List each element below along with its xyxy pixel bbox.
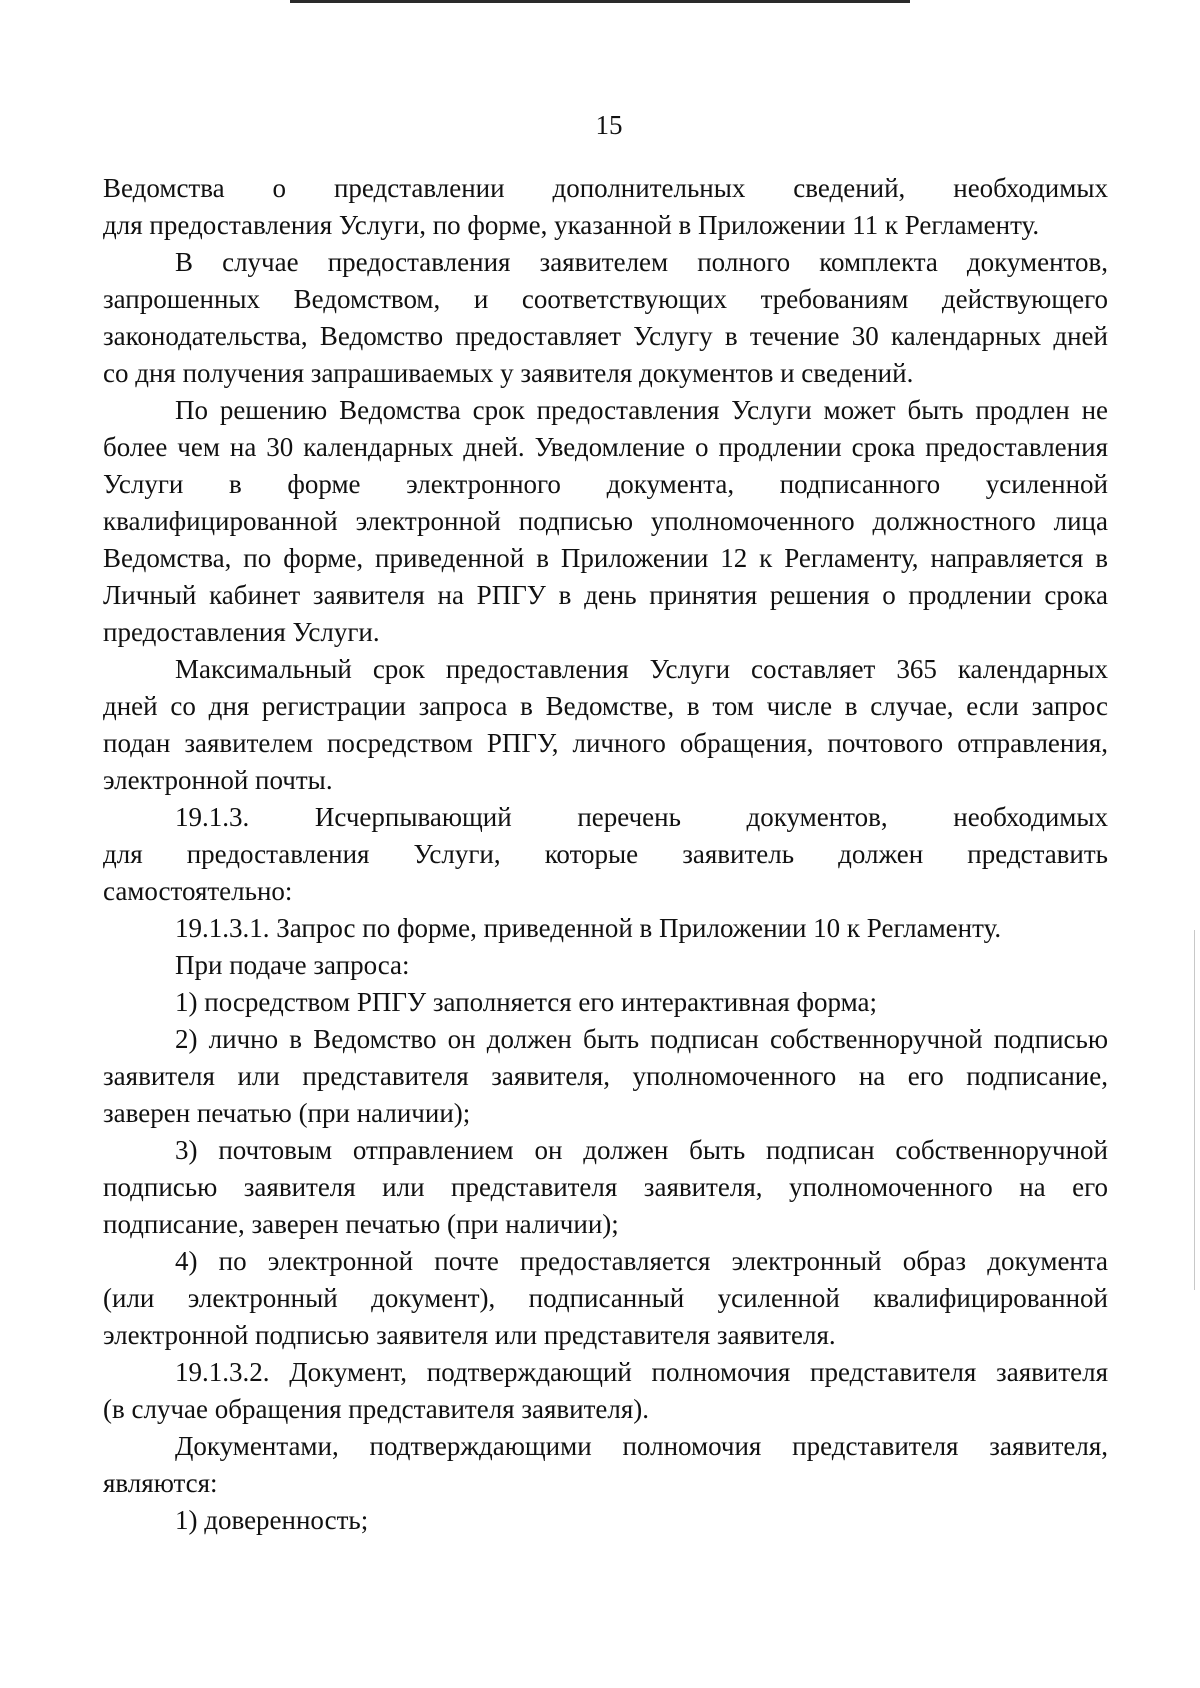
paragraph-line: 1) доверенность; — [175, 1505, 369, 1535]
paragraph-line: для предоставления Услуги, которые заявитель должен представить — [103, 839, 1108, 869]
paragraph-line: По решению Ведомства срок предоставления Услуги может быть продлен не — [175, 395, 1108, 425]
paragraph-line: 4) по электронной почте предоставляется электронный образ документа — [175, 1246, 1108, 1276]
paragraph-line: Максимальный срок предоставления Услуги составляет 365 календарных — [175, 654, 1108, 684]
paragraph-line: более чем на 30 календарных дней. Уведомление о продлении срока предоставления — [103, 432, 1108, 462]
scan-edge-top — [290, 0, 910, 3]
paragraph-line: 19.1.3. Исчерпывающий перечень документов, необходимых — [175, 802, 1108, 832]
paragraph-line: являются: — [103, 1468, 218, 1498]
paragraph-line: 19.1.3.2. Документ, подтверждающий полномочия представителя заявителя — [175, 1357, 1108, 1387]
page-number: 15 — [595, 110, 623, 140]
paragraph-line: заверен печатью (при наличии); — [103, 1098, 471, 1128]
paragraph-line: 1) посредством РПГУ заполняется его интерактивная форма; — [175, 987, 877, 1017]
paragraph-line: (или электронный документ), подписанный усиленной квалифицированной — [103, 1283, 1108, 1313]
paragraph-line: запрошенных Ведомством, и соответствующих требованиям действующего — [103, 284, 1108, 314]
paragraph-line: самостоятельно: — [103, 876, 293, 906]
paragraph-line: Документами, подтверждающими полномочия представителя заявителя, — [175, 1431, 1108, 1461]
paragraph-line: для предоставления Услуги, по форме, указанной в Приложении 11 к Регламенту. — [103, 210, 1040, 240]
paragraph-line: Ведомства о представлении дополнительных сведений, необходимых — [103, 173, 1108, 203]
paragraph-line: подписание, заверен печатью (при наличии); — [103, 1209, 619, 1239]
paragraph-line: Услуги в форме электронного документа, подписанного усиленной — [103, 469, 1108, 499]
paragraph-line: (в случае обращения представителя заявителя). — [103, 1394, 650, 1424]
paragraph-line: Ведомства, по форме, приведенной в Приложении 12 к Регламенту, направляется в — [103, 543, 1108, 573]
paragraph-line: со дня получения запрашиваемых у заявителя документов и сведений. — [103, 358, 914, 388]
paragraph-line: 2) лично в Ведомство он должен быть подписан собственноручной подписью — [175, 1024, 1108, 1054]
paragraph-line: 19.1.3.1. Запрос по форме, приведенной в Приложении 10 к Регламенту. — [175, 913, 1002, 943]
paragraph-line: 3) почтовым отправлением он должен быть подписан собственноручной — [175, 1135, 1108, 1165]
paragraph-line: электронной подписью заявителя или представителя заявителя. — [103, 1320, 836, 1350]
paragraph-line: При подаче запроса: — [175, 950, 410, 980]
paragraph-line: предоставления Услуги. — [103, 617, 380, 647]
paragraph-line: заявителя или представителя заявителя, уполномоченного на его подписание, — [103, 1061, 1108, 1091]
paragraph-line: Личный кабинет заявителя на РПГУ в день принятия решения о продлении срока — [103, 580, 1108, 610]
paragraph-line: В случае предоставления заявителем полного комплекта документов, — [175, 247, 1108, 277]
paragraph-line: квалифицированной электронной подписью уполномоченного должностного лица — [103, 506, 1108, 536]
paragraph-line: подписью заявителя или представителя заявителя, уполномоченного на его — [103, 1172, 1108, 1202]
scan-edge-right — [1194, 930, 1195, 1290]
paragraph-line: дней со дня регистрации запроса в Ведомстве, в том числе в случае, если запрос — [103, 691, 1108, 721]
paragraph-line: электронной почты. — [103, 765, 333, 795]
paragraph-line: подан заявителем посредством РПГУ, личного обращения, почтового отправления, — [103, 728, 1108, 758]
paragraph-line: законодательства, Ведомство предоставляет Услугу в течение 30 календарных дней — [103, 321, 1108, 351]
document-body — [103, 170, 1108, 1539]
